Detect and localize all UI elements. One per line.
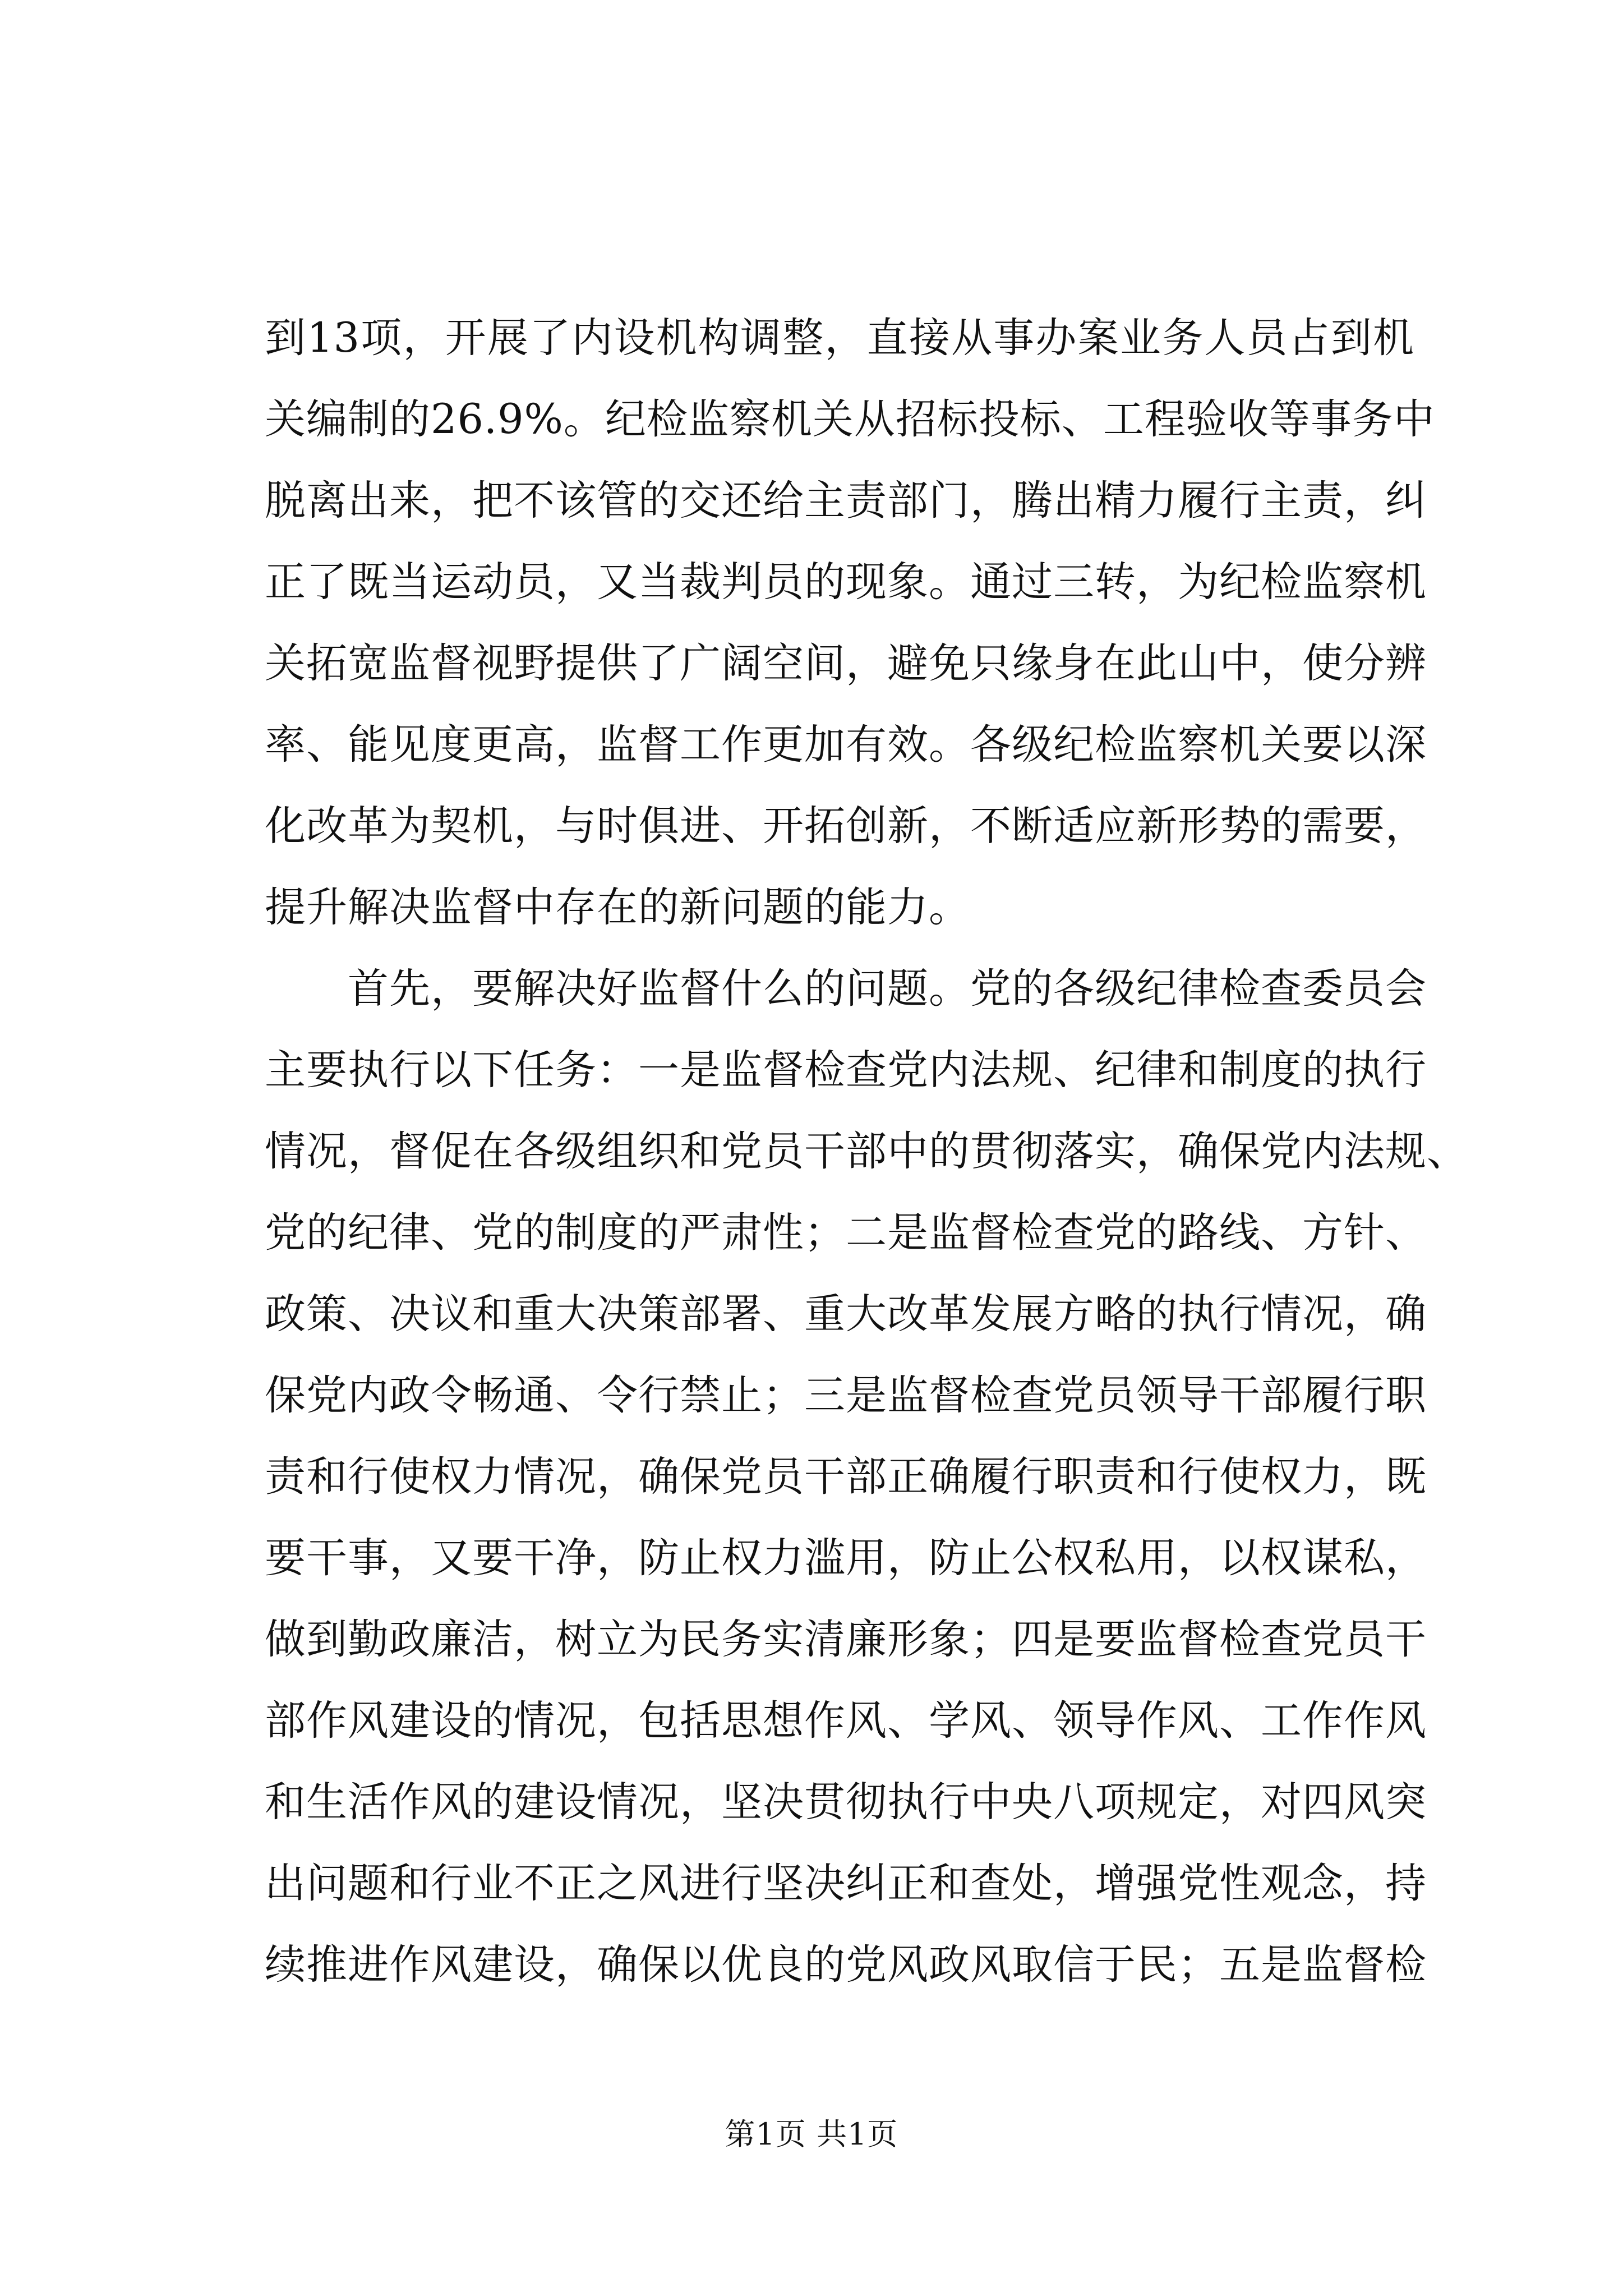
- text-line: 政策、决议和重大决策部署、重大改革发展方略的执行情况，确: [265, 1290, 1427, 1338]
- paragraph-first-line: 首先，要解决好监督什么的问题。党的各级纪律检查委员会: [348, 965, 1427, 1013]
- text-line: 续推进作风建设，确保以优良的党风政风取信于民；五是监督检: [265, 1941, 1427, 1989]
- text-line: 和生活作风的建设情况，坚决贯彻执行中央八项规定，对四风突: [265, 1778, 1427, 1826]
- page-number-label: 第1页 共1页: [725, 2116, 898, 2152]
- page-footer: [0, 2115, 1623, 2154]
- text-line: 出问题和行业不正之风进行坚决纠正和查处，增强党性观念，持: [265, 1860, 1427, 1907]
- text-line: 率、能见度更高，监督工作更加有效。各级纪检监察机关要以深: [265, 721, 1427, 769]
- text-line: 做到勤政廉洁，树立为民务实清廉形象；四是要监督检查党员干: [265, 1616, 1427, 1663]
- text-line: 到13项，开展了内设机构调整，直接从事办案业务人员占到机: [265, 314, 1414, 362]
- text-line: 化改革为契机，与时俱进、开拓创新，不断适应新形势的需要，: [265, 802, 1427, 850]
- document-body: [265, 297, 1468, 2005]
- text-line: 要干事，又要干净，防止权力滥用，防止公权私用，以权谋私，: [265, 1534, 1427, 1582]
- text-line: 主要执行以下任务：一是监督检查党内法规、纪律和制度的执行: [265, 1046, 1427, 1094]
- text-line: 保党内政令畅通、令行禁止；三是监督检查党员领导干部履行职: [265, 1372, 1427, 1419]
- text-line: 党的纪律、党的制度的严肃性；二是监督检查党的路线、方针、: [265, 1209, 1427, 1257]
- text-line: 提升解决监督中存在的新问题的能力。: [265, 884, 970, 931]
- text-line: 脱离出来，把不该管的交还给主责部门，腾出精力履行主责，纠: [265, 477, 1427, 524]
- text-line: 部作风建设的情况，包括思想作风、学风、领导作风、工作作风: [265, 1697, 1427, 1745]
- text-line: 关拓宽监督视野提供了广阔空间，避免只缘身在此山中，使分辨: [265, 639, 1427, 687]
- text-line: 关编制的26.9%。纪检监察机关从招标投标、工程验收等事务中: [265, 395, 1435, 443]
- text-line: 正了既当运动员，又当裁判员的现象。通过三转，为纪检监察机: [265, 558, 1427, 606]
- text-line: 情况，督促在各级组织和党员干部中的贯彻落实，确保党内法规、: [265, 1128, 1468, 1175]
- text-line: 责和行使权力情况，确保党员干部正确履行职责和行使权力，既: [265, 1453, 1427, 1501]
